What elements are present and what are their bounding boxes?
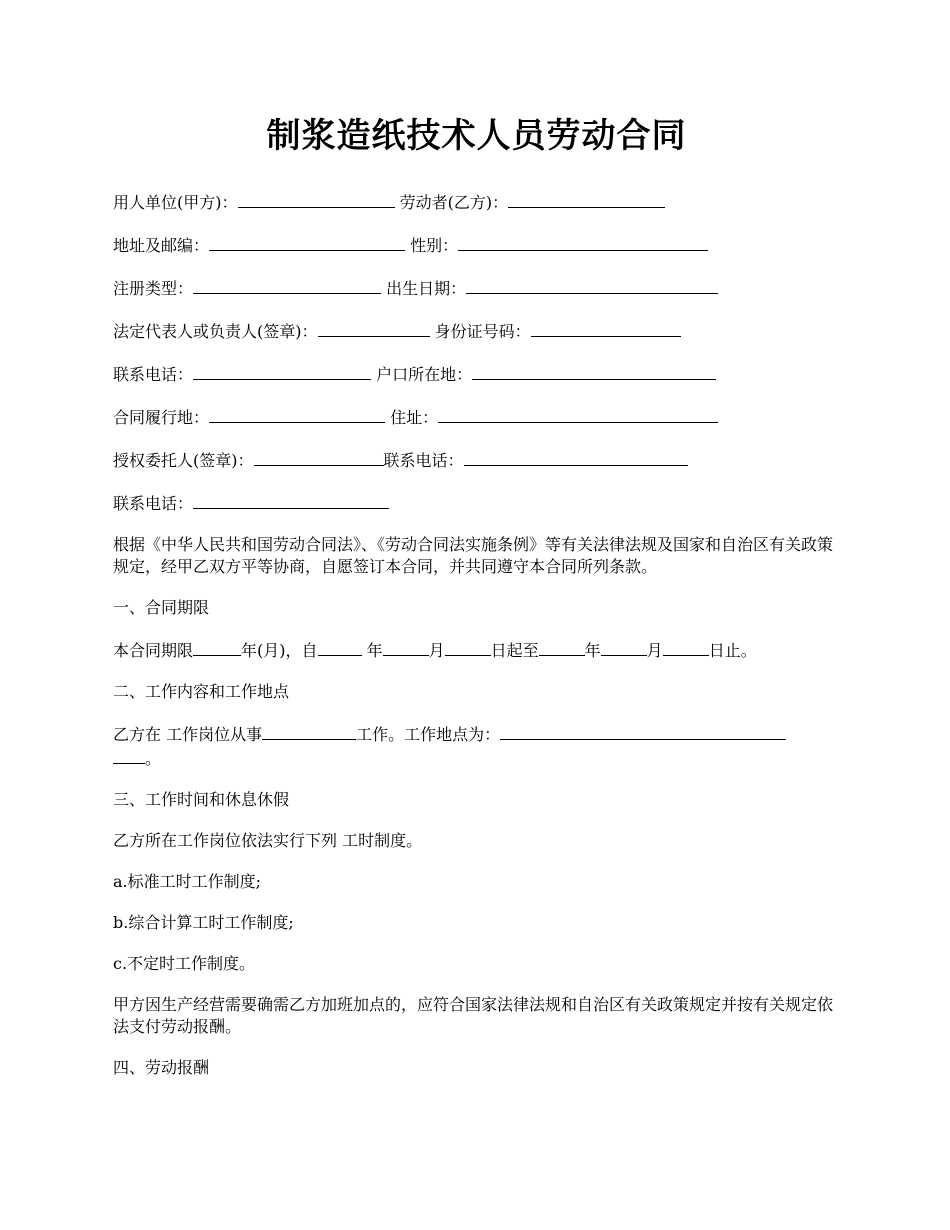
field-row-address bbox=[113, 233, 840, 257]
phone-blank[interactable] bbox=[193, 362, 371, 380]
term-text: 年 bbox=[584, 641, 601, 660]
phone-label: 联系电话： bbox=[113, 365, 194, 384]
employer-label: 用人单位(甲方)： bbox=[113, 193, 238, 212]
document-title: 制浆造纸技术人员劳动合同 bbox=[266, 116, 687, 156]
term-text: 日止。 bbox=[708, 641, 757, 660]
term-blank[interactable] bbox=[193, 638, 241, 656]
preamble-paragraph: 根据《中华人民共和国劳动合同法》、《劳动合同法实施条例》等有关法律法规及国家和自治区有关政策规定，经甲乙双方平等协商，自愿签订本合同，并共同遵守本合同所列条款。 bbox=[113, 535, 834, 576]
gender-blank[interactable] bbox=[458, 233, 708, 251]
field-row-place bbox=[113, 405, 840, 429]
registration-type-blank[interactable] bbox=[193, 276, 381, 294]
term-text: 月 bbox=[646, 641, 663, 660]
gender-label: 性别： bbox=[410, 236, 459, 255]
agent-phone-blank[interactable] bbox=[464, 448, 688, 466]
id-number-blank[interactable] bbox=[531, 319, 681, 337]
field-row-phone-hukou bbox=[113, 362, 840, 386]
legal-rep-blank[interactable] bbox=[318, 319, 430, 337]
section-3-item: a.标准工时工作制度; bbox=[113, 872, 262, 891]
registration-type-label: 注册类型： bbox=[113, 279, 194, 298]
section-2-work-line bbox=[113, 722, 840, 770]
contract-place-label: 合同履行地： bbox=[113, 408, 210, 427]
section-1-term-line bbox=[113, 638, 840, 662]
employee-label: 劳动者(乙方)： bbox=[399, 193, 509, 212]
term-text: 年 bbox=[366, 641, 383, 660]
hukou-label: 户口所在地： bbox=[376, 365, 473, 384]
agent-label: 授权委托人(签章)： bbox=[113, 451, 254, 470]
section-3-intro: 乙方所在工作岗位依法实行下列 工时制度。 bbox=[113, 831, 423, 850]
id-number-label: 身份证号码： bbox=[434, 322, 531, 341]
employer-blank[interactable] bbox=[238, 190, 395, 208]
work-location-blank[interactable] bbox=[500, 722, 786, 740]
agent-phone-label: 联系电话： bbox=[383, 451, 464, 470]
contract-place-blank[interactable] bbox=[209, 405, 385, 423]
job-blank[interactable] bbox=[262, 722, 356, 740]
phone2-label: 联系电话： bbox=[113, 494, 194, 513]
legal-rep-label: 法定代表人或负责人(签章)： bbox=[113, 322, 318, 341]
work-text: 工作。工作地点为： bbox=[356, 725, 501, 744]
start-month-blank[interactable] bbox=[383, 638, 429, 656]
start-day-blank[interactable] bbox=[445, 638, 491, 656]
employee-blank[interactable] bbox=[508, 190, 665, 208]
end-year-blank[interactable] bbox=[539, 638, 585, 656]
section-2-heading: 二、工作内容和工作地点 bbox=[113, 682, 290, 701]
term-text: 年(月)，自 bbox=[241, 641, 318, 660]
term-text: 日起至 bbox=[490, 641, 539, 660]
field-row-registration bbox=[113, 276, 840, 300]
term-text: 本合同期限 bbox=[113, 641, 194, 660]
field-row-legal-rep bbox=[113, 319, 840, 343]
agent-blank[interactable] bbox=[254, 448, 384, 466]
section-3-heading: 三、工作时间和休息休假 bbox=[113, 790, 290, 809]
end-month-blank[interactable] bbox=[601, 638, 647, 656]
hukou-blank[interactable] bbox=[472, 362, 716, 380]
work-location-blank-cont[interactable] bbox=[113, 746, 145, 764]
address-label: 地址及邮编： bbox=[113, 236, 210, 255]
birth-date-label: 出生日期： bbox=[386, 279, 467, 298]
residence-label: 住址： bbox=[390, 408, 439, 427]
address-blank[interactable] bbox=[209, 233, 405, 251]
section-3-item: b.综合计算工时工作制度; bbox=[113, 913, 294, 932]
work-text: 乙方在 工作岗位从事 bbox=[113, 725, 263, 744]
start-year-blank[interactable] bbox=[318, 638, 362, 656]
field-row-agent bbox=[113, 448, 840, 472]
phone2-blank[interactable] bbox=[193, 491, 389, 509]
residence-blank[interactable] bbox=[438, 405, 718, 423]
section-3-item: c.不定时工作制度。 bbox=[113, 954, 256, 973]
contract-document bbox=[113, 112, 840, 1098]
term-text: 月 bbox=[428, 641, 445, 660]
end-day-blank[interactable] bbox=[663, 638, 709, 656]
birth-date-blank[interactable] bbox=[466, 276, 718, 294]
work-text: 。 bbox=[145, 749, 162, 768]
section-1-heading: 一、合同期限 bbox=[113, 598, 210, 617]
field-row-phone2 bbox=[113, 491, 840, 515]
section-3-overtime: 甲方因生产经营需要确需乙方加班加点的，应符合国家法律法规和自治区有关政策规定并按有关规定依法支付劳动报酬。 bbox=[113, 995, 834, 1036]
section-4-heading: 四、劳动报酬 bbox=[113, 1058, 210, 1077]
field-row-employer bbox=[113, 190, 840, 214]
